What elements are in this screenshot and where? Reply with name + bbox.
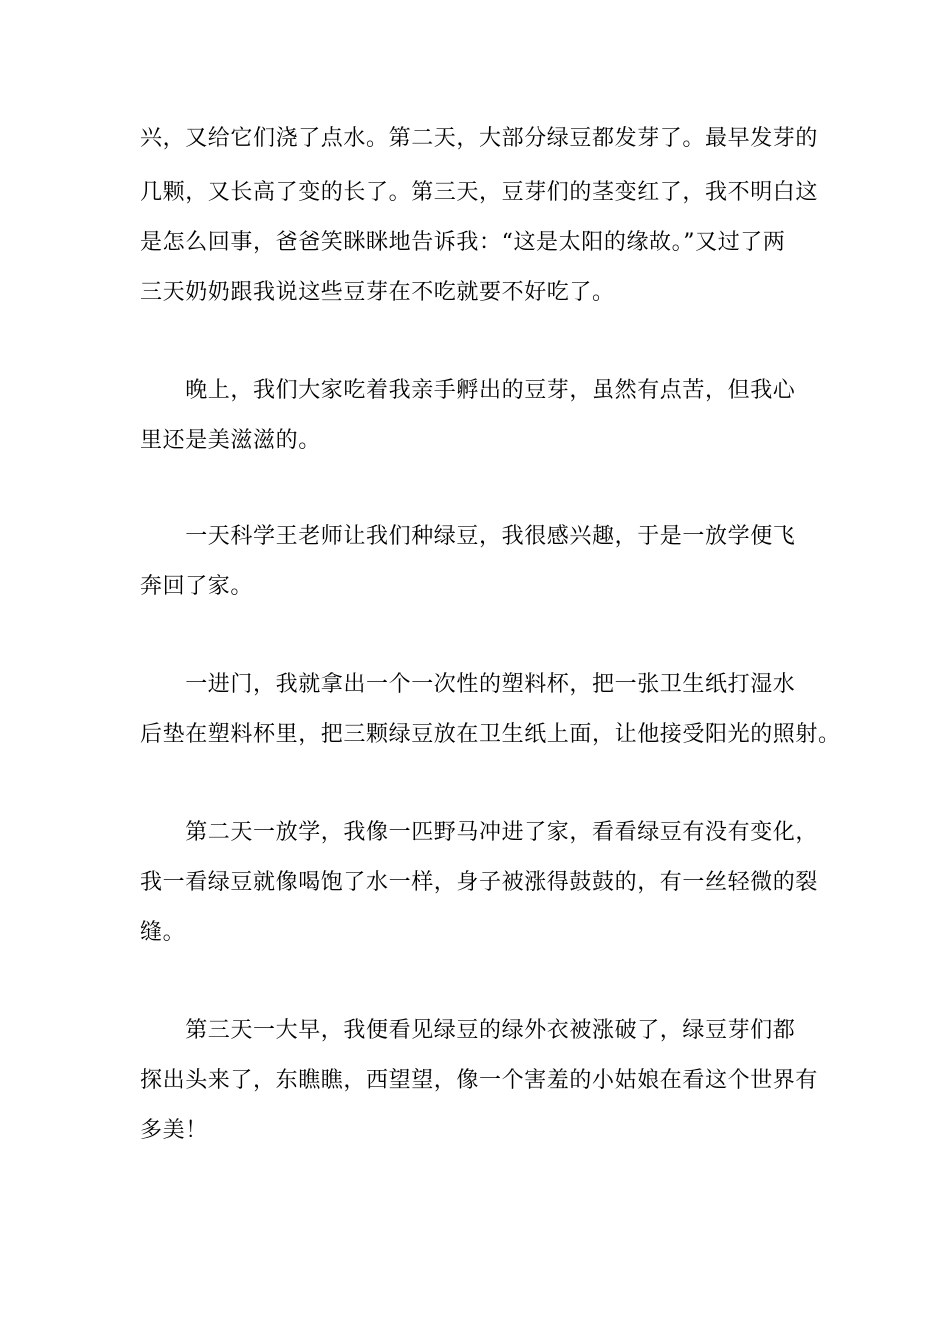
paragraph-line: 我一看绿豆就像喝饱了水一样，身子被涨得鼓鼓的，有一丝轻微的裂 <box>140 870 819 895</box>
paragraph-line: 缝。 <box>140 920 186 945</box>
paragraph-line: 里还是美滋滋的。 <box>140 428 321 453</box>
paragraph-line: 一天科学王老师让我们种绿豆，我很感兴趣，于是一放学便飞 <box>140 524 796 549</box>
paragraph-line: 后垫在塑料杯里，把三颗绿豆放在卫生纸上面，让他接受阳光的照射。 <box>140 722 841 747</box>
paragraph-line: 是怎么回事，爸爸笑眯眯地告诉我：“这是太阳的缘故。”又过了两 <box>140 230 786 255</box>
paragraph-line: 几颗，又长高了变的长了。第三天，豆芽们的茎变红了，我不明白这 <box>140 180 819 205</box>
paragraph-line: 奔回了家。 <box>140 574 254 599</box>
paragraph-line: 兴，又给它们浇了点水。第二天，大部分绿豆都发芽了。最早发芽的 <box>140 126 819 151</box>
paragraph-line: 一进门，我就拿出一个一次性的塑料杯，把一张卫生纸打湿水 <box>140 672 796 697</box>
paragraph-line: 三天奶奶跟我说这些豆芽在不吃就要不好吃了。 <box>140 280 615 305</box>
paragraph-line: 第二天一放学，我像一匹野马冲进了家，看看绿豆有没有变化， <box>140 820 819 845</box>
paragraph-line: 晚上，我们大家吃着我亲手孵出的豆芽，虽然有点苦，但我心 <box>140 378 796 403</box>
paragraph-line: 多美！ <box>140 1118 208 1143</box>
paragraph-line: 探出头来了，东瞧瞧，西望望，像一个害羞的小姑娘在看这个世界有 <box>140 1068 819 1093</box>
paragraph-line: 第三天一大早，我便看见绿豆的绿外衣被涨破了，绿豆芽们都 <box>140 1018 796 1043</box>
